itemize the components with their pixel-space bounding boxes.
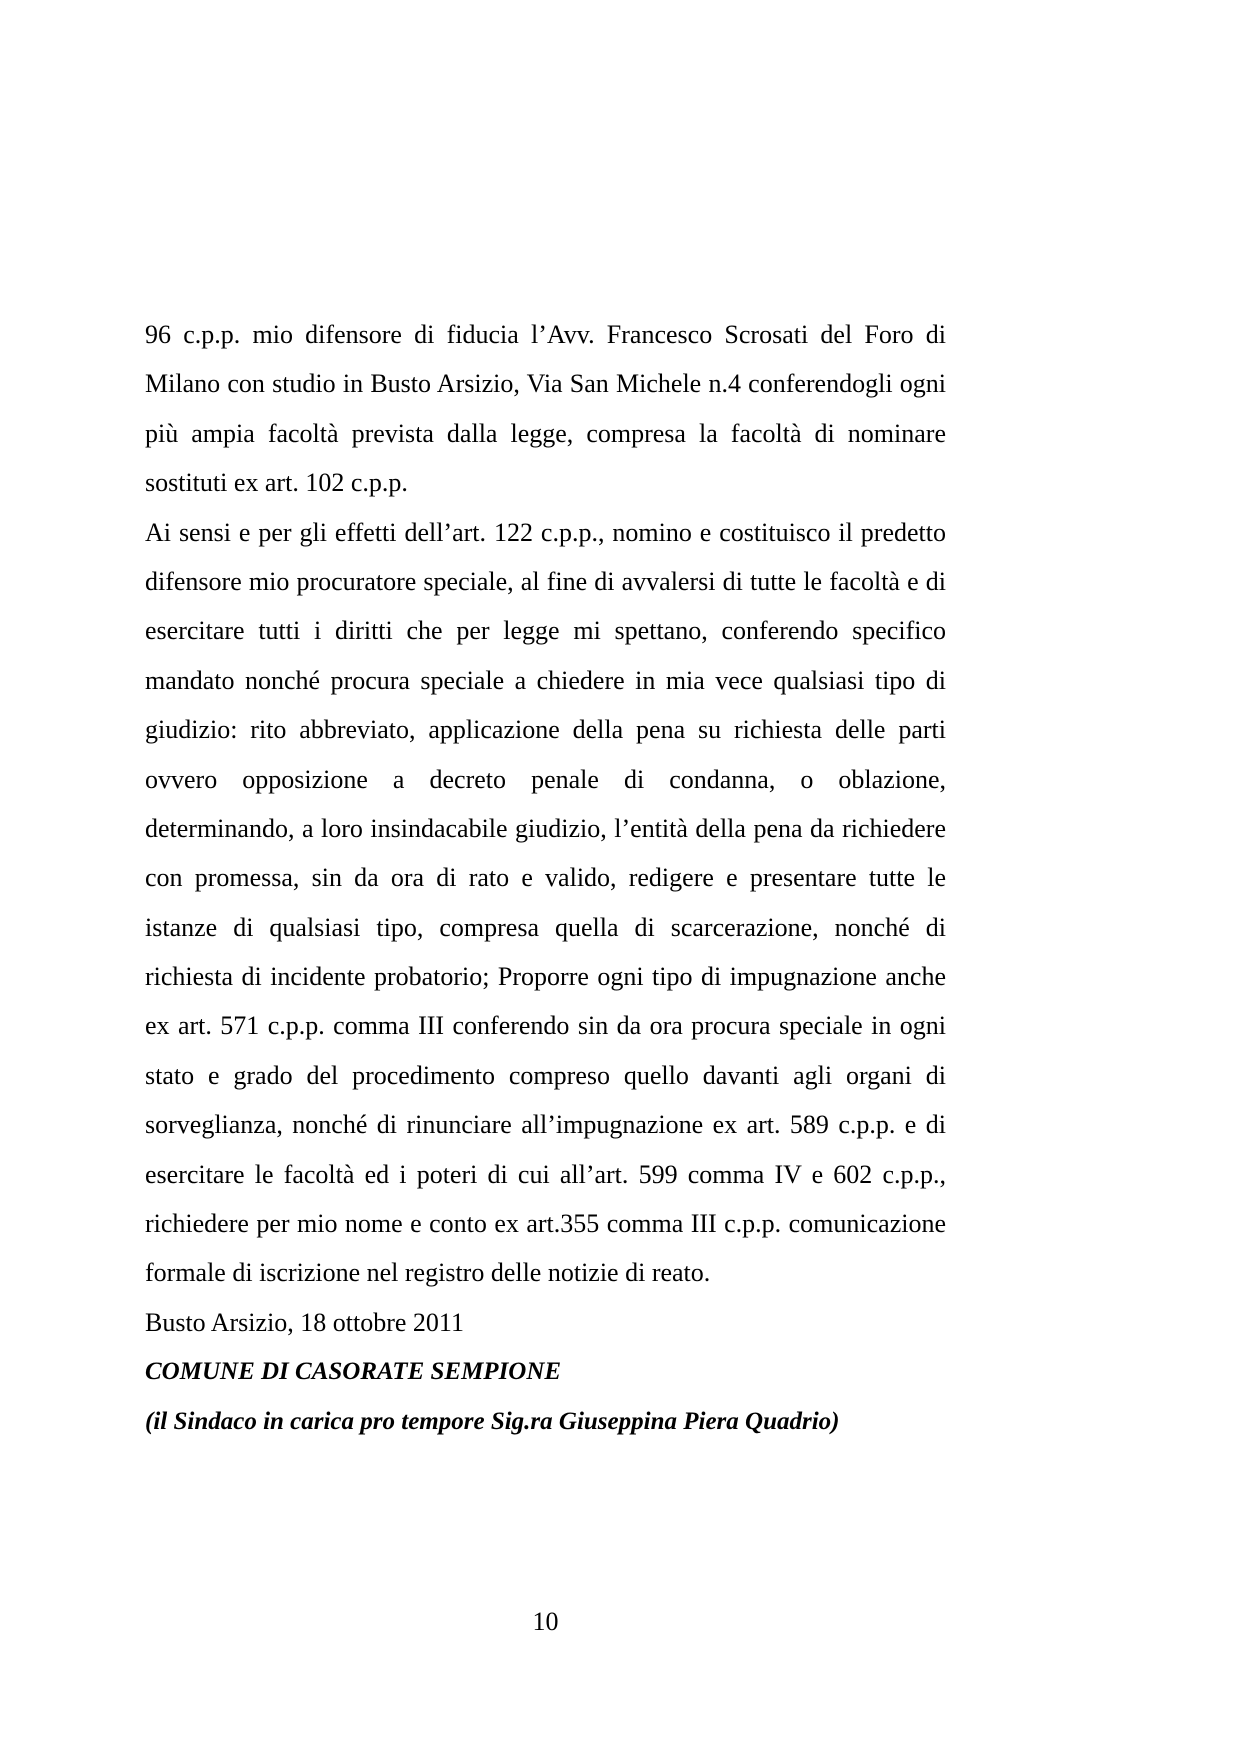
text-line: esercitare le facoltà ed i poteri di cui all’art. 599 comma IV e 602 c.p.p., xyxy=(145,1159,946,1189)
page-number: 10 xyxy=(532,1607,559,1636)
text-line: 96 c.p.p. mio difensore di fiducia l’Avv. Francesco Scrosati del Foro di xyxy=(145,320,946,349)
text-line: ovvero opposizione a decreto penale di condanna, o oblazione, xyxy=(145,764,946,794)
text-line: esercitare tutti i diritti che per legge mi spettano, conferendo specifico xyxy=(145,616,946,646)
text-line: determinando, a loro insindacabile giudizio, l’entità della pena da richiedere xyxy=(145,813,946,843)
text-line: sorveglianza, nonché di rinunciare all’impugnazione ex art. 589 c.p.p. e di xyxy=(145,1110,946,1140)
text-line: mandato nonché procura speciale a chiedere in mia vece qualsiasi tipo di xyxy=(145,665,946,695)
text-line: Busto Arsizio, 18 ottobre 2011 xyxy=(145,1307,464,1337)
text-line: giudizio: rito abbreviato, applicazione della pena su richiesta delle parti xyxy=(145,715,946,745)
text-line: con promessa, sin da ora di rato e valido, redigere e presentare tutte le xyxy=(145,863,946,893)
text-line: istanze di qualsiasi tipo, compresa quella di scarcerazione, nonché di xyxy=(145,912,946,942)
text-line: più ampia facoltà prevista dalla legge, compresa la facoltà di nominare xyxy=(145,418,946,448)
text-line: stato e grado del procedimento compreso quello davanti agli organi di xyxy=(145,1060,946,1090)
text-line: difensore mio procuratore speciale, al fine di avvalersi di tutte le facoltà e di xyxy=(145,566,946,596)
text-line: sostituti ex art. 102 c.p.p. xyxy=(145,468,408,498)
text-line: richiedere per mio nome e conto ex art.355 comma III c.p.p. comunicazione xyxy=(145,1209,946,1239)
text-line: COMUNE DI CASORATE SEMPIONE xyxy=(145,1358,562,1386)
text-line: ex art. 571 c.p.p. comma III conferendo sin da ora procura speciale in ogni xyxy=(145,1011,946,1041)
text-line: richiesta di incidente probatorio; Proporre ogni tipo di impugnazione anche xyxy=(145,962,946,992)
text-line: formale di iscrizione nel registro delle notizie di reato. xyxy=(145,1258,711,1288)
text-line: Milano con studio in Busto Arsizio, Via San Michele n.4 conferendogli ogni xyxy=(145,369,946,399)
text-line: Ai sensi e per gli effetti dell’art. 122 c.p.p., nomino e costituisco il predetto xyxy=(145,517,946,547)
text-line: (il Sindaco in carica pro tempore Sig.ra Giuseppina Piera Quadrio) xyxy=(145,1407,840,1435)
document-text-block xyxy=(145,310,946,1446)
